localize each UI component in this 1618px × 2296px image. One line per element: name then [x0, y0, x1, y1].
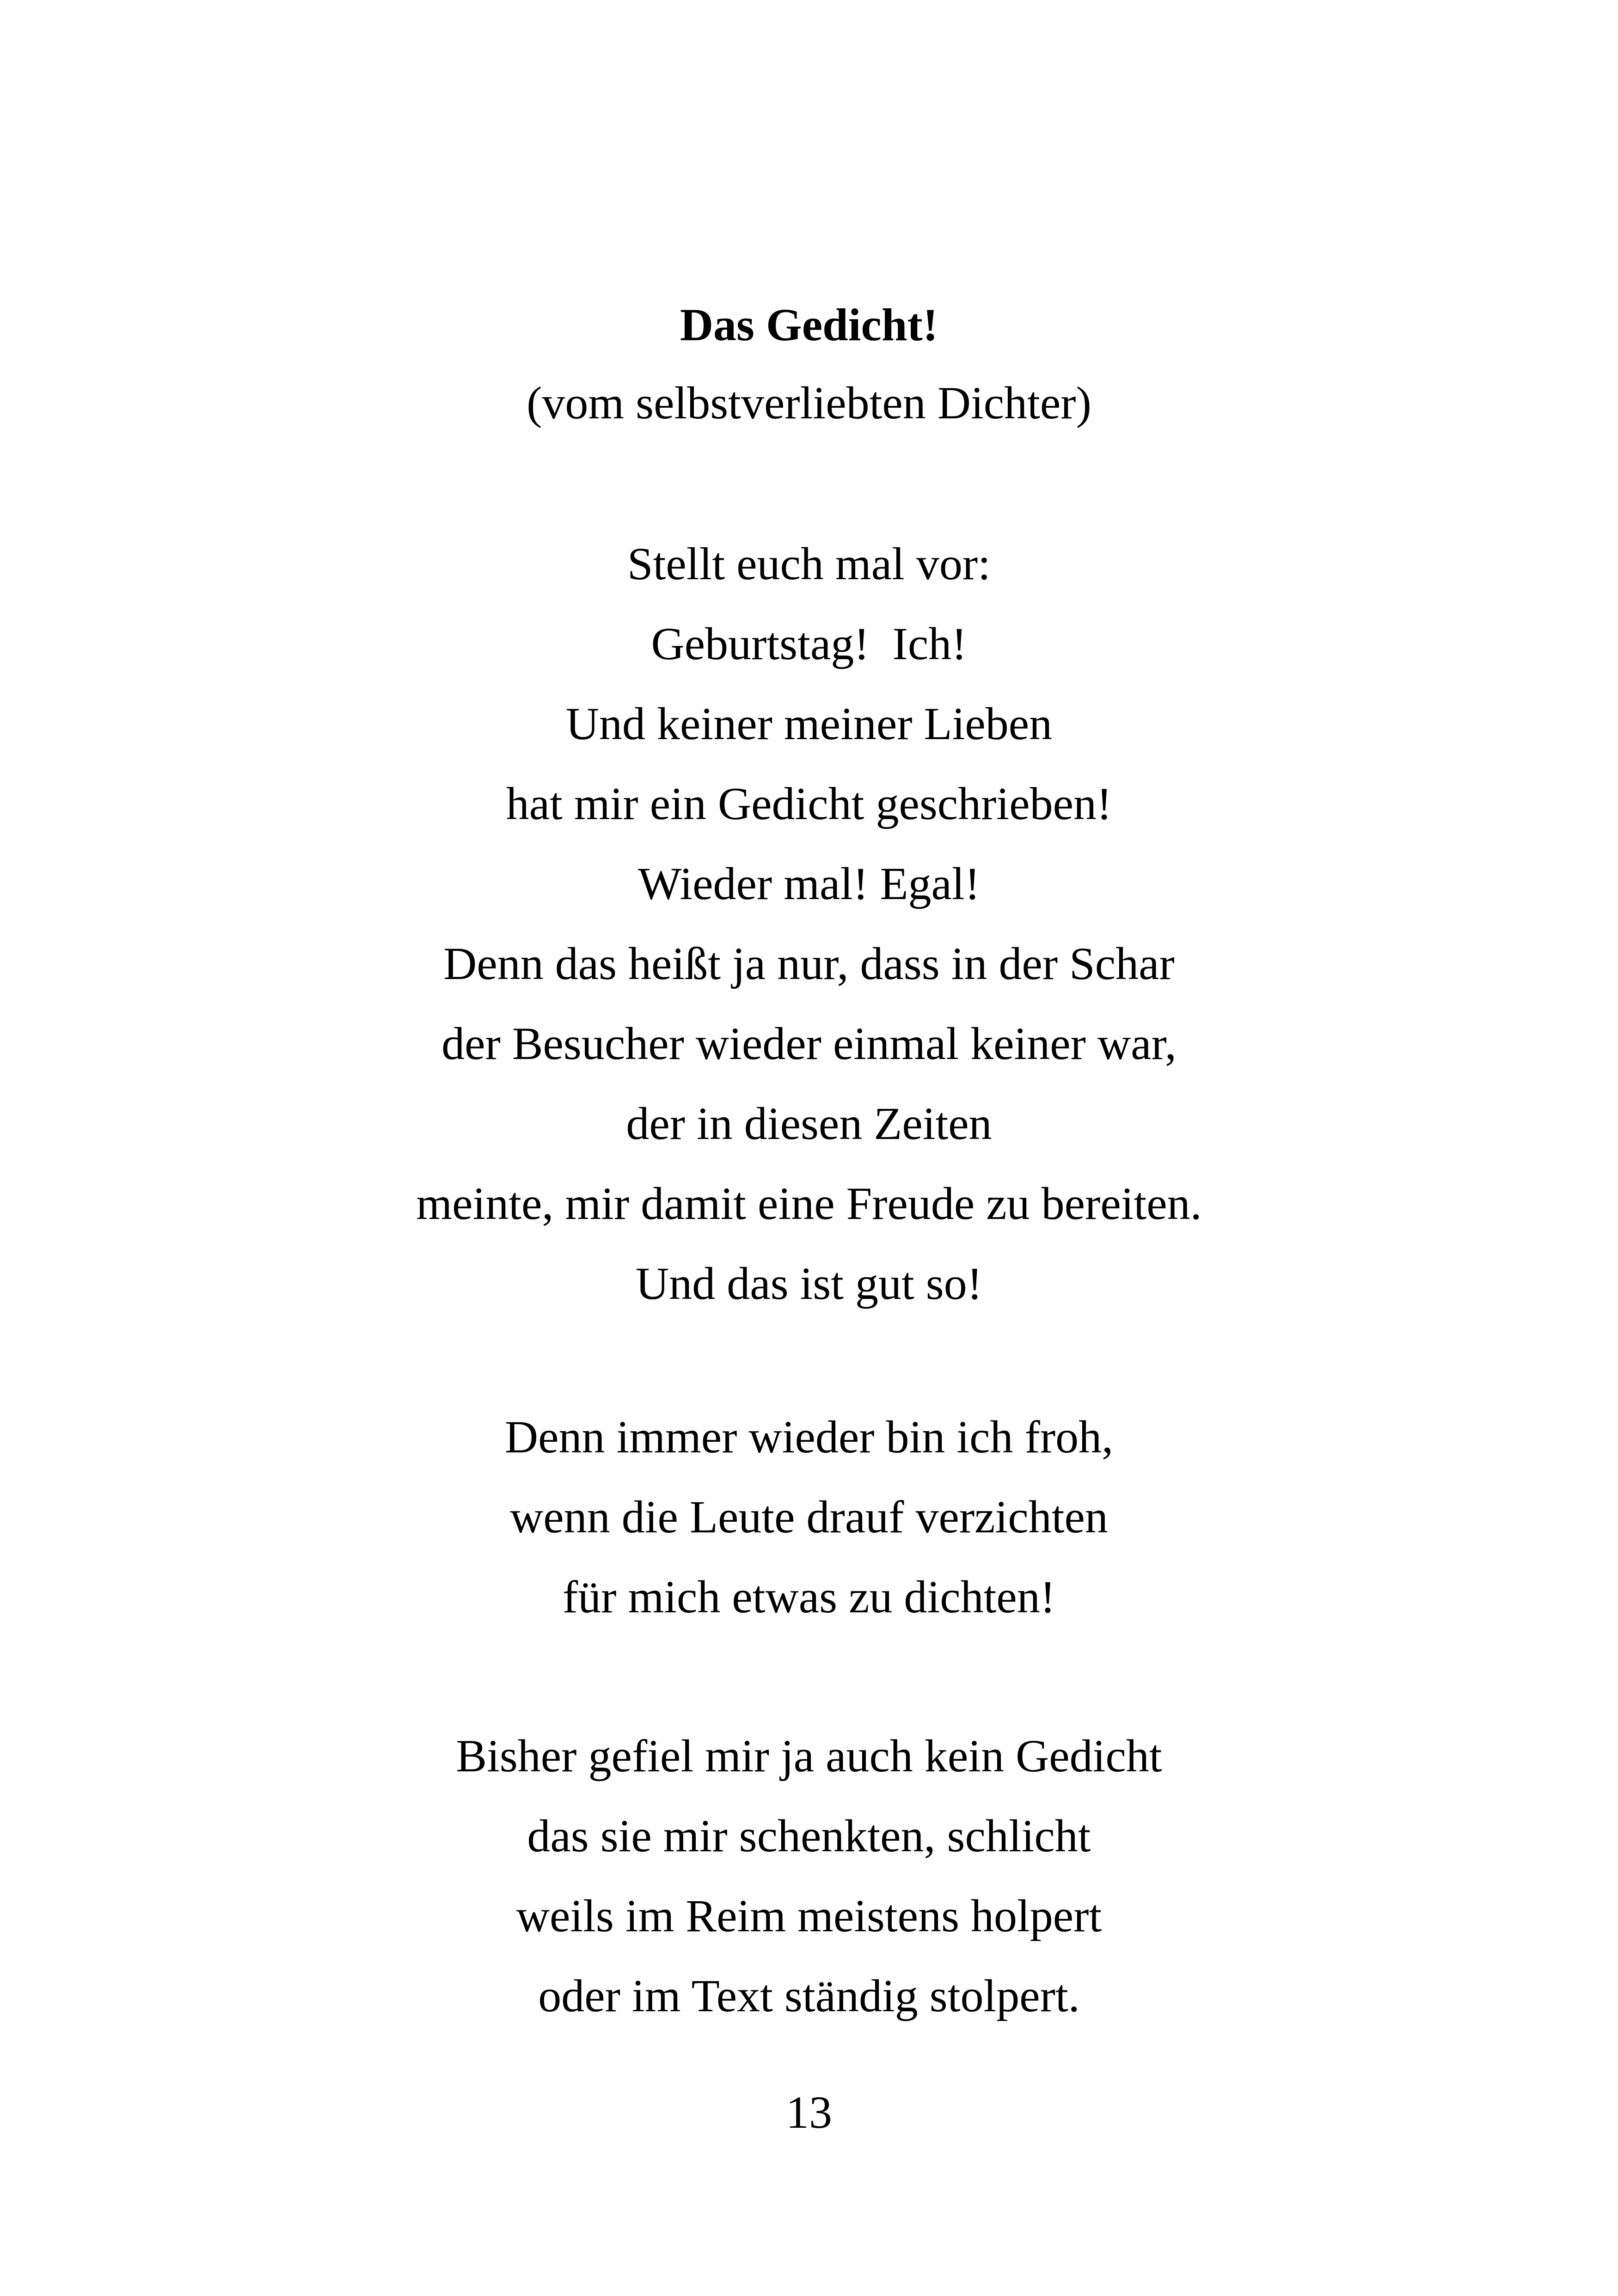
poem-stanza-2: [0, 1397, 1618, 1637]
poem-stanza-1: [0, 524, 1618, 1323]
poem-line: der in diesen Zeiten: [626, 1098, 992, 1149]
poem-subtitle: (vom selbstverliebten Dichter): [527, 377, 1091, 429]
poem-line: Bisher gefiel mir ja auch kein Gedicht: [456, 1730, 1162, 1782]
poem-line: oder im Text ständig stolpert.: [538, 1970, 1080, 2021]
page-number: 13: [786, 2087, 832, 2138]
poem-title: Das Gedicht!: [680, 299, 938, 350]
poem-line: meinte, mir damit eine Freude zu bereiten.: [416, 1178, 1202, 1229]
poem-line: Und keiner meiner Lieben: [565, 698, 1053, 749]
poem-line: Und das ist gut so!: [636, 1258, 982, 1309]
poem-line: Stellt euch mal vor:: [627, 538, 991, 589]
poem-line: weils im Reim meistens holpert: [516, 1890, 1102, 1941]
poem-line: Geburtstag! Ich!: [651, 618, 967, 669]
poem-line: der Besucher wieder einmal keiner war,: [441, 1018, 1177, 1069]
poem-line: Denn das heißt ja nur, dass in der Schar: [443, 938, 1175, 989]
poem-line: wenn die Leute drauf verzichten: [510, 1491, 1108, 1543]
poem-line: hat mir ein Gedicht geschrieben!: [506, 778, 1112, 829]
poem-line: Denn immer wieder bin ich froh,: [504, 1411, 1114, 1463]
poem-stanza-3: [0, 1716, 1618, 2036]
poem-line: Wieder mal! Egal!: [637, 858, 981, 909]
poem-line: für mich etwas zu dichten!: [562, 1571, 1056, 1623]
poem-line: das sie mir schenkten, schlicht: [527, 1810, 1091, 1861]
